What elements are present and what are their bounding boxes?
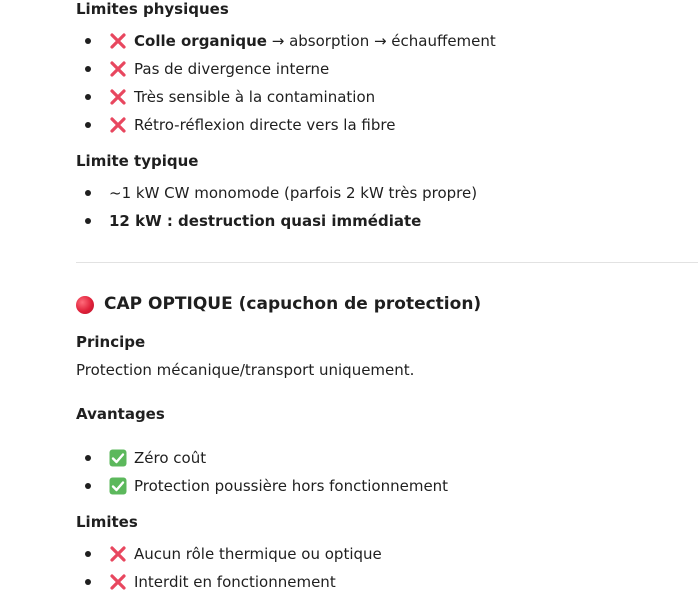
bullet-dot bbox=[85, 66, 91, 72]
item-text: Aucun rôle thermique ou optique bbox=[134, 544, 382, 563]
advantages-list bbox=[76, 444, 698, 500]
list-item bbox=[76, 179, 698, 207]
bullet-dot bbox=[85, 122, 91, 128]
list-item bbox=[76, 83, 698, 111]
item-text: Protection poussière hors fonctionnement bbox=[134, 476, 449, 495]
cross-mark-icon bbox=[109, 573, 127, 591]
bullet-dot bbox=[85, 551, 91, 557]
cross-mark-icon bbox=[109, 88, 127, 106]
list-item bbox=[76, 27, 698, 55]
bullet-dot bbox=[85, 190, 91, 196]
cross-mark-icon bbox=[109, 32, 127, 50]
list-item bbox=[76, 568, 698, 596]
cross-mark-icon bbox=[109, 116, 127, 134]
typical-limit-heading: Limite typique bbox=[76, 152, 199, 170]
item-text: 12 kW : destruction quasi immédiate bbox=[109, 211, 422, 230]
item-text: Très sensible à la contamination bbox=[134, 87, 376, 106]
red-circle-icon bbox=[76, 296, 94, 314]
section-divider bbox=[76, 262, 698, 263]
bullet-dot bbox=[85, 483, 91, 489]
list-item bbox=[76, 444, 698, 472]
principle-text: Protection mécanique/transport uniquement. bbox=[76, 361, 415, 379]
bullet-dot bbox=[85, 579, 91, 585]
item-text: ~1 kW CW monomode (parfois 2 kW très propre) bbox=[109, 183, 478, 202]
item-bold-text: Colle organique bbox=[134, 31, 267, 50]
item-text: Rétro-réflexion directe vers la fibre bbox=[134, 115, 396, 134]
list-item bbox=[76, 55, 698, 83]
bullet-dot bbox=[85, 38, 91, 44]
physical-limits-heading: Limites physiques bbox=[76, 0, 229, 18]
check-mark-icon bbox=[109, 477, 127, 495]
advantages-heading: Avantages bbox=[76, 405, 165, 423]
check-mark-icon bbox=[109, 449, 127, 467]
item-text: Zéro coût bbox=[134, 448, 207, 467]
bullet-dot bbox=[85, 455, 91, 461]
list-item bbox=[76, 472, 698, 500]
limits-list bbox=[76, 540, 698, 596]
typical-limit-list bbox=[76, 179, 698, 235]
item-text: Pas de divergence interne bbox=[134, 59, 330, 78]
list-item bbox=[76, 540, 698, 568]
cross-mark-icon bbox=[109, 545, 127, 563]
item-text: → absorption → échauffement bbox=[266, 31, 496, 50]
bullet-dot bbox=[85, 218, 91, 224]
limits-heading: Limites bbox=[76, 513, 138, 531]
section-heading bbox=[76, 294, 481, 315]
section-title: CAP OPTIQUE (capuchon de protection) bbox=[104, 294, 482, 314]
list-item bbox=[76, 207, 698, 235]
physical-limits-list bbox=[76, 27, 698, 139]
cross-mark-icon bbox=[109, 60, 127, 78]
principle-heading: Principe bbox=[76, 333, 146, 351]
list-item bbox=[76, 111, 698, 139]
item-text: Interdit en fonctionnement bbox=[134, 572, 336, 591]
bullet-dot bbox=[85, 94, 91, 100]
